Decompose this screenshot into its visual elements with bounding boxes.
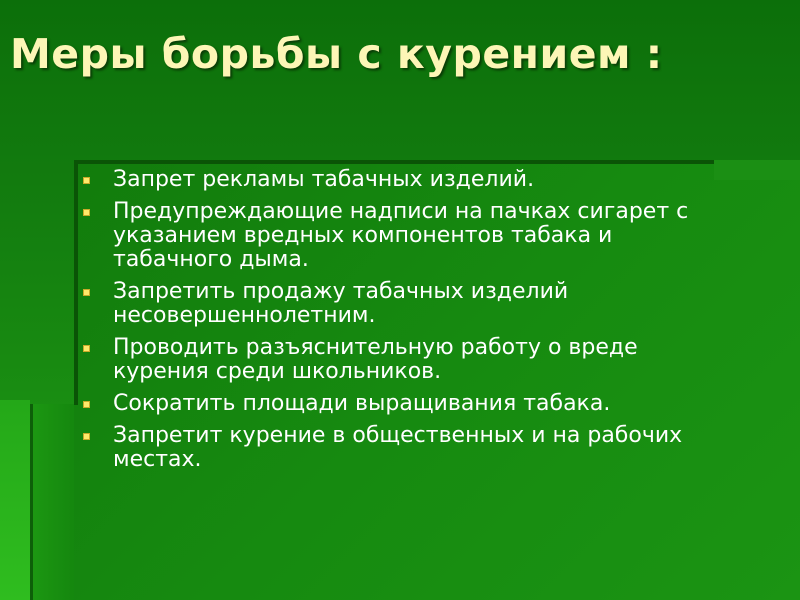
bullet-list xyxy=(82,168,732,480)
bullet-text: Запретить продажу табачных изделий несовершеннолетним. xyxy=(113,279,569,328)
square-bullet-icon xyxy=(83,209,90,216)
bullet-item xyxy=(82,392,732,416)
bullet-item xyxy=(82,336,732,384)
square-bullet-icon xyxy=(83,289,90,296)
bullet-text: Запрет рекламы табачных изделий. xyxy=(113,167,535,192)
square-bullet-icon xyxy=(83,345,90,352)
bullet-item xyxy=(82,200,732,272)
bullet-text: Запретит курение в общественных и на рабочих местах. xyxy=(113,423,683,472)
decorative-panel-left-edge xyxy=(74,160,78,405)
bullet-text: Сократить площади выращивания табака. xyxy=(113,391,611,416)
square-bullet-icon xyxy=(83,177,90,184)
decorative-left-strip xyxy=(0,400,30,600)
decorative-panel-top-edge xyxy=(74,160,714,164)
bullet-item xyxy=(82,280,732,328)
square-bullet-icon xyxy=(83,433,90,440)
bullet-item xyxy=(82,168,732,192)
square-bullet-icon xyxy=(83,401,90,408)
bullet-item xyxy=(82,424,732,472)
slide-title: Меры борьбы с курением : xyxy=(10,30,663,78)
bullet-text: Проводить разъяснительную работу о вреде курения среди школьников. xyxy=(113,335,638,384)
decorative-left-panel xyxy=(30,404,77,600)
bullet-text: Предупреждающие надписи на пачках сигарет с указанием вредных компонентов табака и табачного дыма. xyxy=(113,199,689,272)
